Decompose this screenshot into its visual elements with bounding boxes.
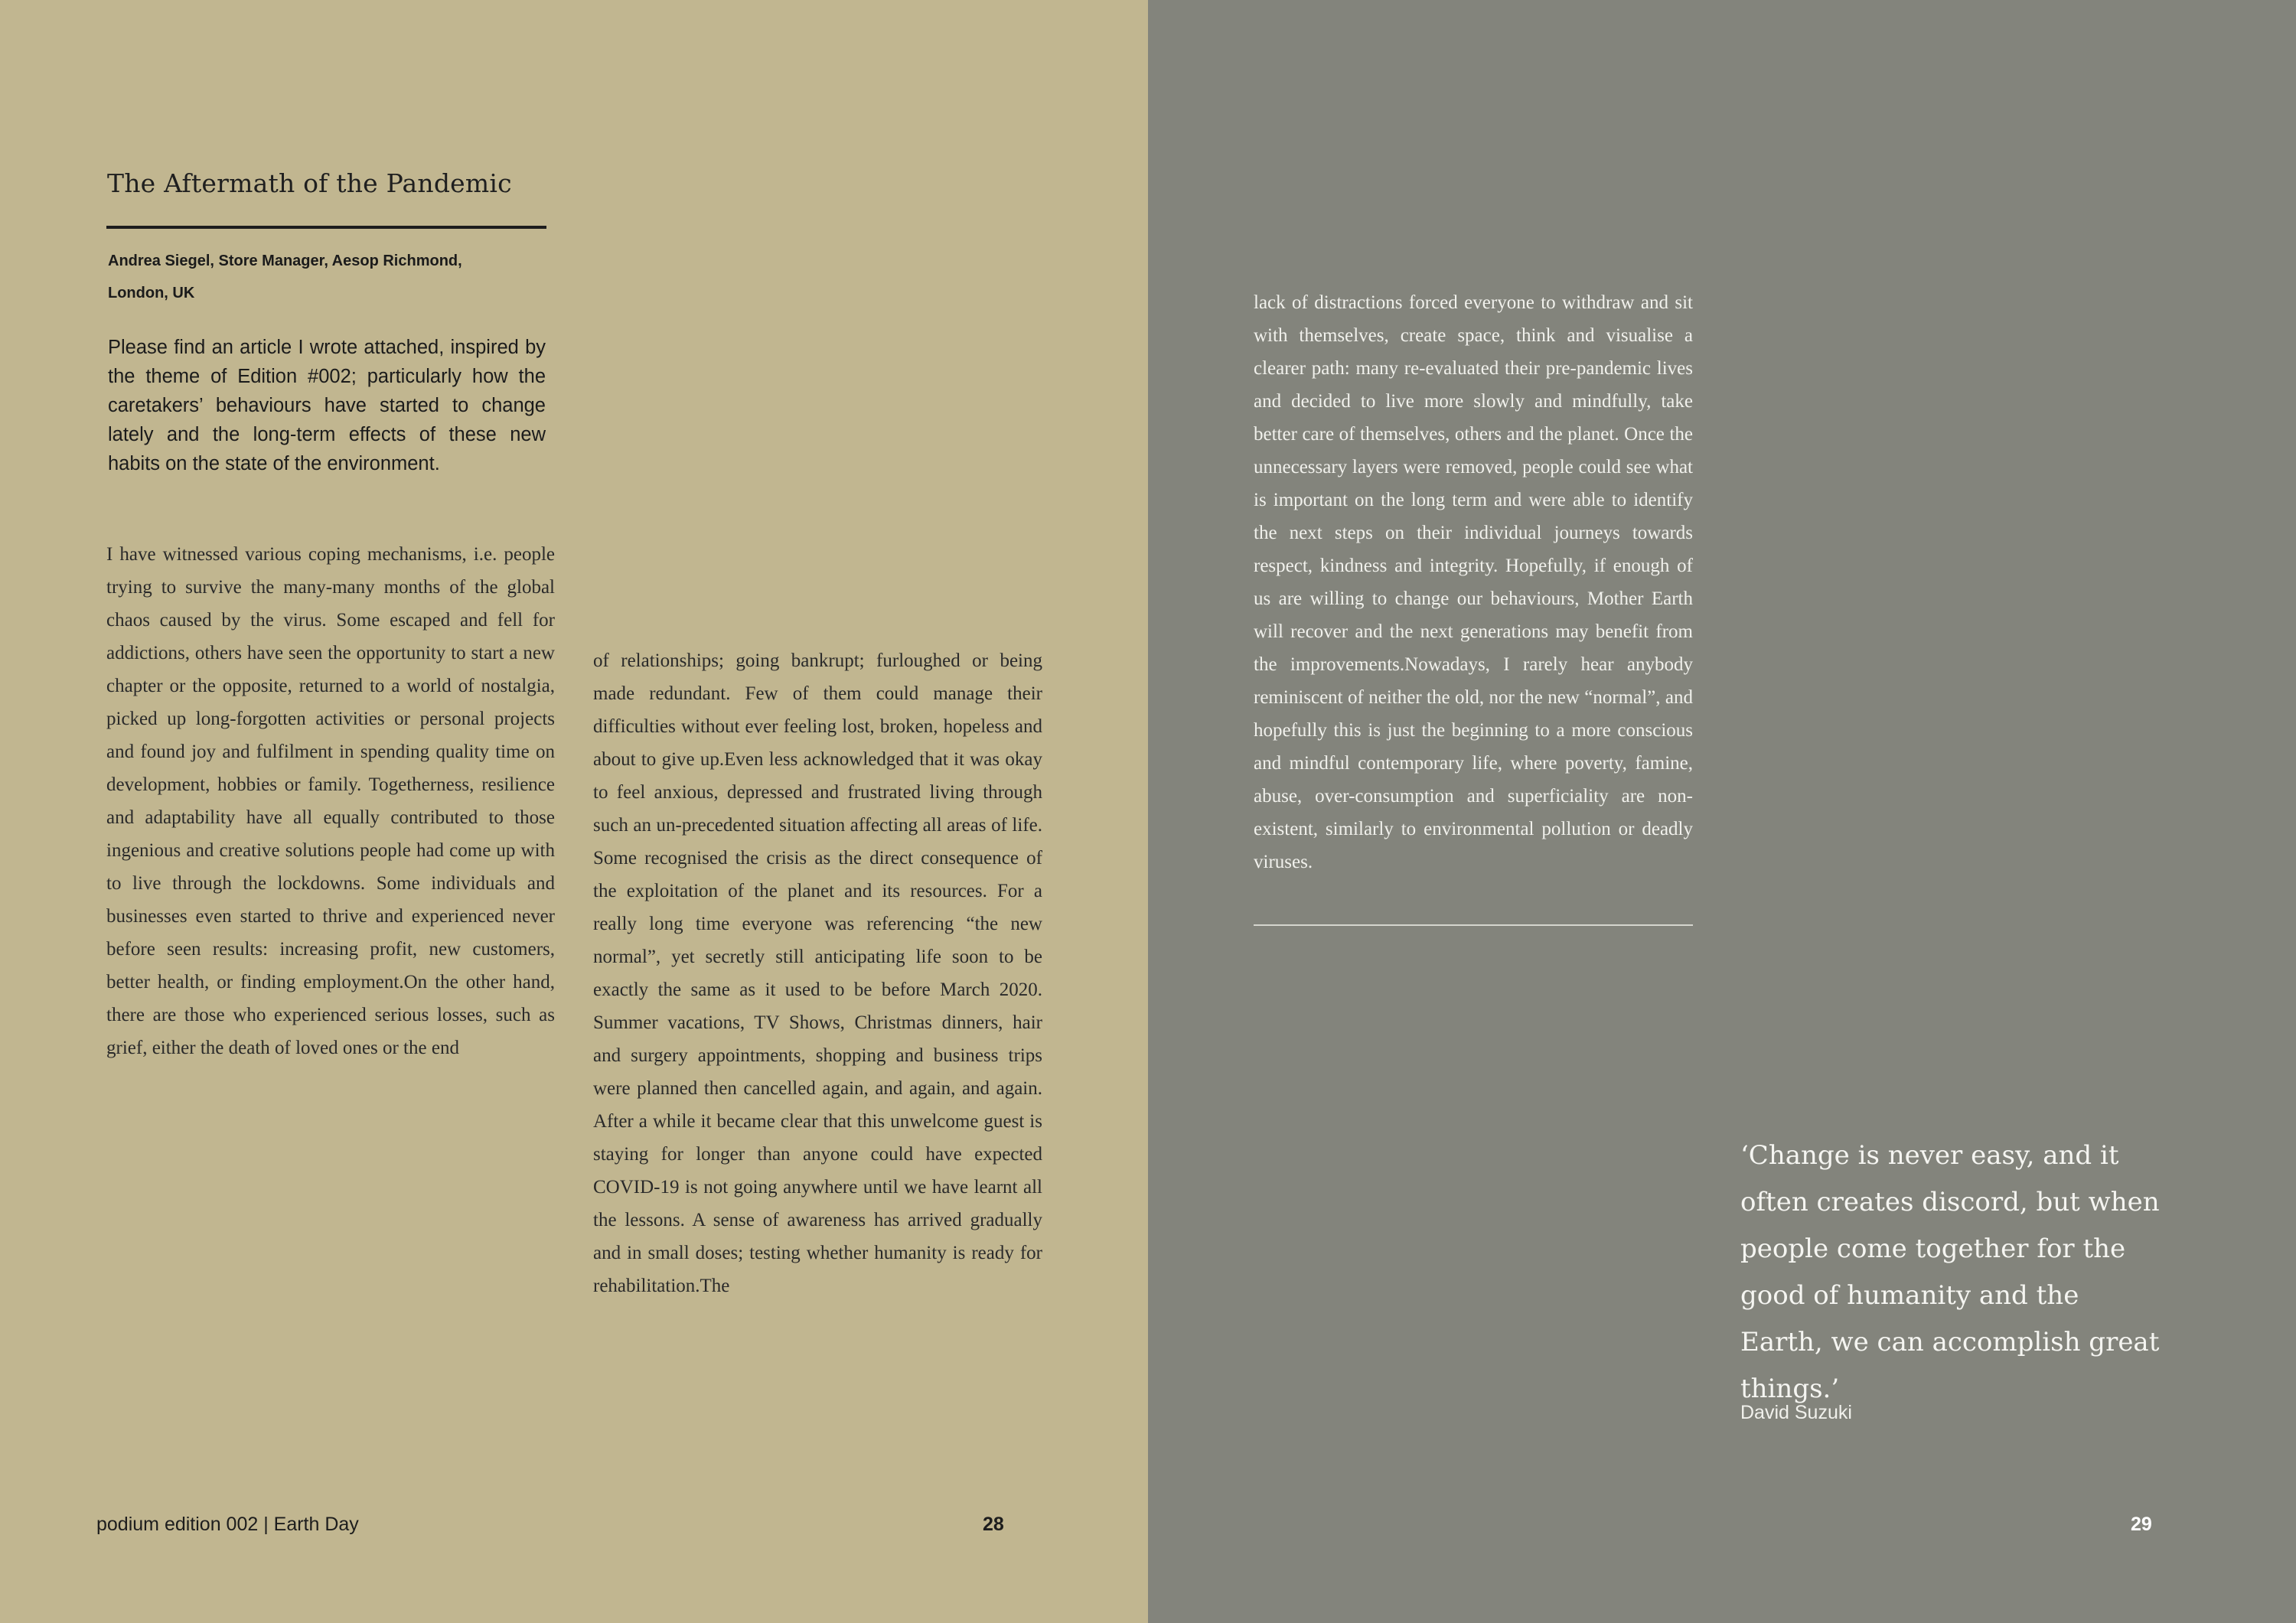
- byline-line-1: Andrea Siegel, Store Manager, Aesop Richmond,: [108, 253, 462, 269]
- quote-author: David Suzuki: [1740, 1402, 1852, 1423]
- page-number-right: 29: [2131, 1514, 2152, 1535]
- intro-paragraph: Please find an article I wrote attached, inspired by the theme of Edition #002; particularly how the caretakers’ behaviours have started to change lately and the long-term effects of these new habits on the state of the environment.: [108, 337, 546, 474]
- article-title: The Aftermath of the Pandemic: [107, 168, 512, 198]
- footer-publication: podium edition 002 | Earth Day: [96, 1514, 359, 1535]
- page-number-left: 28: [983, 1514, 1004, 1535]
- title-divider: [106, 226, 546, 229]
- body-column-2: of relationships; going bankrupt; furloughed or being made redundant. Few of them could manage their difficulties without ever feeling lost, broken, hopeless and about to give up.Even less acknowledged that it was okay to feel anxious, depressed and frustrated living through such an un-precedented situation affecting all areas of life. Some recognised the crisis as the direct consequence of the exploitation of the planet and its resources. For a really long time everyone was referencing “the new normal”, yet secretly still anticipating life soon to be exactly the same as it used to be before March 2020. Summer vacations, TV Shows, Christmas dinners, hair and surgery appointments, shopping and business trips were planned then cancelled again, and again, and again. After a while it became clear that this unwelcome guest is staying for longer than anyone could have expected COVID-19 is not going anywhere until we have learnt all the lessons. A sense of awareness has arrived gradually and in small doses; testing whether humanity is ready for rehabilitation.The: [593, 650, 1042, 1296]
- column-end-divider: [1254, 924, 1693, 926]
- body-column-3: lack of distractions forced everyone to withdraw and sit with themselves, create space, think and visualise a clearer path: many re-evaluated their pre-pandemic lives and decided to live more slowly and mindfully, take better care of themselves, others and the planet. Once the unnecessary layers were removed, people could see what is important on the long term and were able to identify the next steps on their individual journeys towards respect, kindness and integrity. Hopefully, if enough of us are willing to change our behaviours, Mother Earth will recover and the next generations may benefit from the improvements.Nowadays, I rarely hear anybody reminiscent of neither the old, nor the new “normal”, and hopefully this is just the beginning to a more conscious and mindful contemporary life, where poverty, famine, abuse, over-consumption and superficiality are non-existent, similarly to environmental pollution or deadly viruses.: [1254, 292, 1693, 872]
- body-column-1: I have witnessed various coping mechanisms, i.e. people trying to survive the many-many months of the global chaos caused by the virus. Some escaped and fell for addictions, others have seen the opportunity to start a new chapter or the opposite, returned to a world of nostalgia, picked up long-forgotten activities or personal projects and found joy and fulfilment in spending quality time on development, hobbies or family. Togetherness, resilience and adaptability have all equally contributed to those ingenious and creative solutions people had come up with to live through the lockdowns. Some individuals and businesses even started to thrive and experienced never before seen results: increasing profit, new customers, better health, or finding employment.On the other hand, there are those who experienced serious losses, such as grief, either the death of loved ones or the end: [106, 544, 555, 1058]
- byline-line-2: London, UK: [108, 285, 195, 301]
- author-byline: [108, 245, 567, 309]
- pull-quote: ‘Change is never easy, and it often creates discord, but when people come together for the good of humanity and the Earth, we can accomplish great things.’: [1740, 1140, 2160, 1404]
